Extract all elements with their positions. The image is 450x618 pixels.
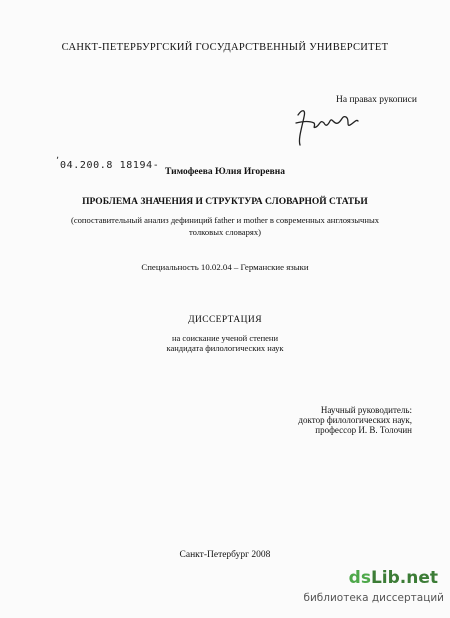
stamp-mark-icon: ʼ (55, 156, 61, 165)
specialty: Специальность 10.02.04 – Германские языки (141, 262, 309, 272)
degree-line-1: на соискание ученой степени (171, 333, 278, 343)
degree-line-2: кандидата филологических наук (166, 343, 284, 353)
stamp-number: 04.200.8 18194 (60, 160, 153, 171)
watermark-subtitle: библиотека диссертаций (303, 592, 444, 604)
university-name: САНКТ-ПЕТЕРБУРГСКИЙ ГОСУДАРСТВЕННЫЙ УНИВЕРСИТЕТ (61, 42, 389, 53)
watermark-logo-part1: ds (348, 568, 371, 588)
stamp-dash: - (152, 160, 160, 171)
subtitle-line-2: толковых словарях) (189, 227, 261, 237)
subtitle-line-1: (сопоставительный анализ дефиниций father и mother в современных англоязычных (70, 215, 380, 225)
supervisor-name: профессор И. В. Толочин (315, 425, 412, 435)
author-name: Тимофеева Юлия Игоревна (165, 167, 285, 177)
city-year: Санкт-Петербург 2008 (179, 550, 271, 560)
watermark-logo-part2: Lib.net (370, 568, 438, 588)
work-type: ДИССЕРТАЦИЯ (188, 315, 262, 325)
manuscript-rights-note: На правах рукописи (336, 95, 417, 105)
dissertation-title: ПРОБЛЕМА ЗНАЧЕНИЯ И СТРУКТУРА СЛОВАРНОЙ СТАТЬИ (82, 197, 368, 207)
watermark-logo (298, 568, 438, 588)
handwritten-signature (292, 105, 362, 147)
supervisor-heading: Научный руководитель: (320, 405, 412, 415)
supervisor-degree: доктор филологических наук, (298, 415, 412, 425)
